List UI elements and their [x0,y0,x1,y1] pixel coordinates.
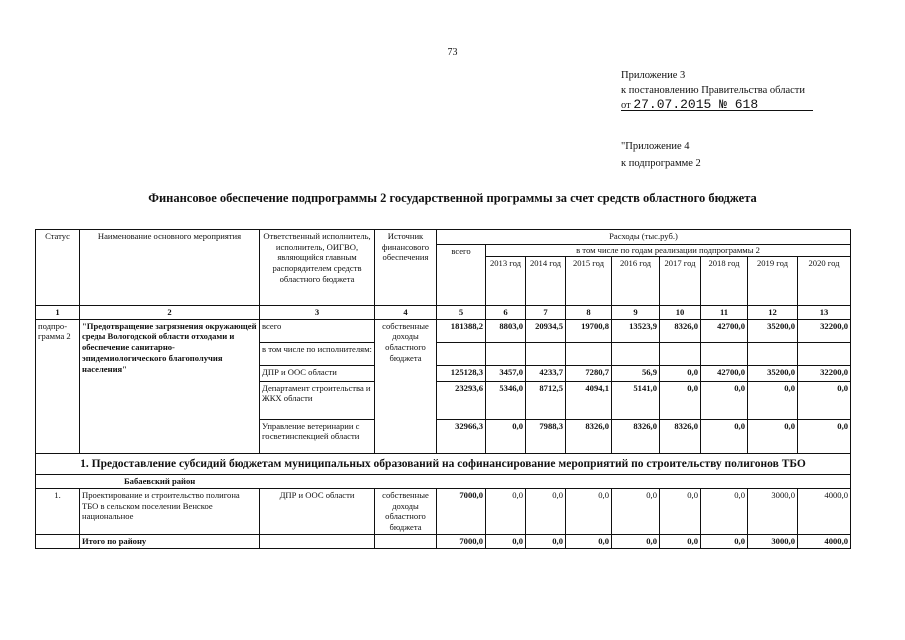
value-cell: 3000,0 [748,534,798,548]
header-year: 2015 год [566,257,612,306]
value-cell: 8326,0 [660,419,701,453]
row-executor: ДПР и ООС области [260,365,375,381]
column-number-row [36,306,851,320]
value-cell: 32966,3 [437,419,486,453]
value-cell: 20934,5 [526,319,566,342]
header-name: Наименование основного мероприятия [80,230,260,306]
value-cell: 0,0 [566,488,612,534]
row-status: 1. [36,488,80,534]
row-source: собственные доходы областного бюджета [375,319,437,453]
date-number: 27.07.2015 № 618 [633,97,759,112]
column-number: 6 [486,306,526,320]
value-cell: 35200,0 [748,319,798,342]
value-cell: 0,0 [486,419,526,453]
row-name: "Предотвращение загрязнения окружающей среды Вологодской области отходами и обеспечение санитарно-эпидемиологического благополучия населения" [80,319,260,453]
value-cell [486,342,526,365]
row-executor: всего [260,319,375,342]
appendix-4-label: "Приложение 4 [621,141,690,152]
column-number: 11 [701,306,748,320]
value-cell: 8803,0 [486,319,526,342]
column-number: 13 [798,306,851,320]
value-cell: 0,0 [660,365,701,381]
header-year: 2014 год [526,257,566,306]
table-row [36,319,851,342]
header-year: 2019 год [748,257,798,306]
column-number: 8 [566,306,612,320]
appendix-4-reference: к подпрограмме 2 [621,158,701,169]
value-cell: 42700,0 [701,365,748,381]
value-cell: 0,0 [748,419,798,453]
table-header-row [36,230,851,245]
value-cell: 0,0 [526,488,566,534]
value-cell: 4233,7 [526,365,566,381]
value-cell [612,342,660,365]
document-title: Финансовое обеспечение подпрограммы 2 государственной программы за счет средств областного бюджета [148,191,757,205]
section-row [36,453,851,474]
total-label: Итого по району [80,534,260,548]
value-cell: 35200,0 [748,365,798,381]
value-cell: 7000,0 [437,534,486,548]
date-underline [621,110,813,111]
value-cell: 3000,0 [748,488,798,534]
total-row [36,534,851,548]
header-source: Источник финансового обеспечения [375,230,437,306]
value-cell: 0,0 [701,419,748,453]
page-number: 73 [447,47,458,58]
value-cell: 7000,0 [437,488,486,534]
row-status: подпро-грамма 2 [36,319,80,453]
header-year: 2018 год [701,257,748,306]
value-cell [566,342,612,365]
column-number: 5 [437,306,486,320]
value-cell: 13523,9 [612,319,660,342]
row-executor: в том числе по исполнителям: [260,342,375,365]
row-executor: ДПР и ООС области [260,488,375,534]
header-expenses: Расходы (тыс.руб.) [437,230,851,245]
value-cell: 0,0 [798,419,851,453]
value-cell: 0,0 [748,381,798,419]
column-number: 4 [375,306,437,320]
value-cell: 32200,0 [798,365,851,381]
value-cell: 0,0 [798,381,851,419]
value-cell: 7280,7 [566,365,612,381]
value-cell: 4000,0 [798,534,851,548]
value-cell: 7988,3 [526,419,566,453]
section-title: 1. Предоставление субсидий бюджетам муниципальных образований на софинансирование мероприятий по строительству полигонов ТБО [36,453,851,474]
value-cell: 0,0 [660,381,701,419]
value-cell: 8326,0 [566,419,612,453]
appendix-3-reference: к постановлению Правительства области [621,85,805,96]
value-cell [437,342,486,365]
value-cell: 0,0 [701,534,748,548]
column-number: 2 [80,306,260,320]
value-cell: 0,0 [701,381,748,419]
header-by-years: в том числе по годам реализации подпрограммы 2 [486,245,851,257]
row-executor: Управление ветеринарии с госветинспекцией области [260,419,375,453]
column-number: 7 [526,306,566,320]
column-number: 12 [748,306,798,320]
column-number: 9 [612,306,660,320]
value-cell: 0,0 [486,488,526,534]
column-number: 10 [660,306,701,320]
value-cell [701,342,748,365]
value-cell: 5141,0 [612,381,660,419]
value-cell: 0,0 [701,488,748,534]
table-row [36,488,851,534]
row-name: Проектирование и строительство полигона ТБО в сельском поселении Венское национальное [80,488,260,534]
header-status: Статус [36,230,80,306]
value-cell: 0,0 [660,534,701,548]
value-cell: 32200,0 [798,319,851,342]
header-executor: Ответственный исполнитель, исполнитель, ОИГВО, являющийся главным распорядителем средств областного бюджета [260,230,375,306]
value-cell: 19700,8 [566,319,612,342]
value-cell [798,342,851,365]
column-number: 3 [260,306,375,320]
value-cell: 0,0 [526,534,566,548]
value-cell: 181388,2 [437,319,486,342]
value-cell: 56,9 [612,365,660,381]
district-row [36,475,851,489]
value-cell: 8712,5 [526,381,566,419]
value-cell: 4094,1 [566,381,612,419]
value-cell [660,342,701,365]
value-cell: 0,0 [660,488,701,534]
value-cell [526,342,566,365]
value-cell: 8326,0 [660,319,701,342]
column-number: 1 [36,306,80,320]
value-cell: 0,0 [612,534,660,548]
from-label: от [621,100,631,111]
district-name: Бабаевский район [36,475,851,489]
row-executor: Департамент строительства и ЖКХ области [260,381,375,419]
value-cell: 0,0 [566,534,612,548]
financing-table [35,229,851,549]
header-total: всего [437,245,486,306]
value-cell: 4000,0 [798,488,851,534]
appendix-3-label: Приложение 3 [621,70,686,81]
row-source: собственные доходы областного бюджета [375,488,437,534]
header-year: 2017 год [660,257,701,306]
value-cell: 5346,0 [486,381,526,419]
value-cell: 3457,0 [486,365,526,381]
header-year: 2020 год [798,257,851,306]
value-cell: 23293,6 [437,381,486,419]
value-cell: 125128,3 [437,365,486,381]
value-cell: 8326,0 [612,419,660,453]
value-cell [748,342,798,365]
value-cell: 0,0 [612,488,660,534]
value-cell: 0,0 [486,534,526,548]
header-year: 2016 год [612,257,660,306]
value-cell: 42700,0 [701,319,748,342]
header-year: 2013 год [486,257,526,306]
